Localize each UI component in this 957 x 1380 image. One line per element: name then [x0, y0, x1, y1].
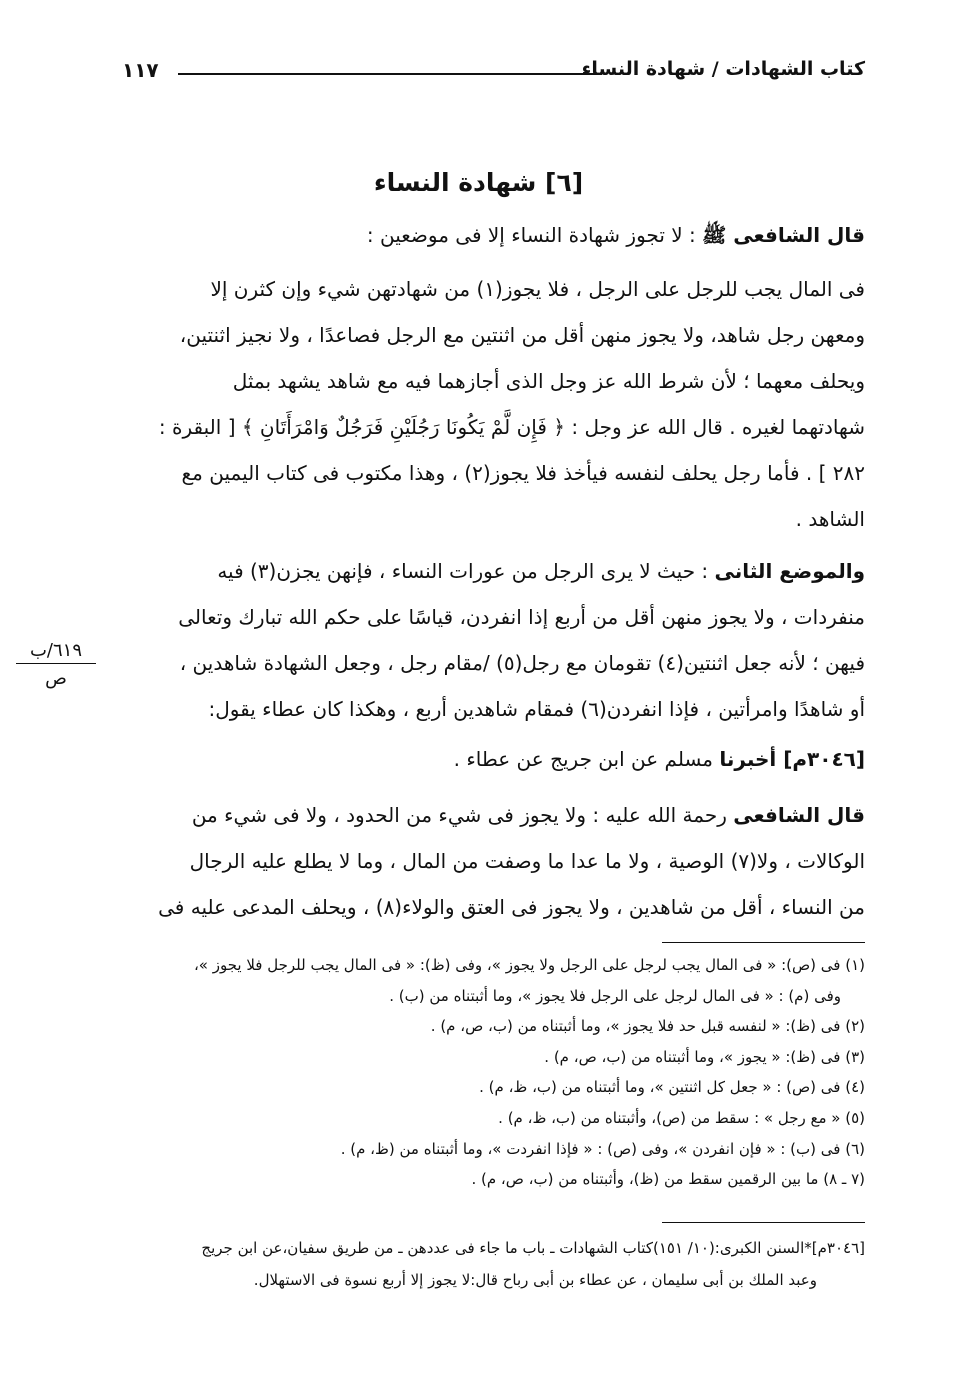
manuscript-siglum: ص: [45, 668, 67, 689]
line-text: : لا تجوز شهادة النساء إلا فى موضعين :: [366, 223, 703, 247]
paragraph-isnad: [118, 736, 865, 782]
text-line: [118, 548, 865, 594]
running-title: كتاب الشهادات / شهادة النساء: [581, 58, 865, 80]
line-text: : حيث لا يرى الرجل من عورات النساء ، فإنهن يجزن(٣) فيه: [217, 559, 715, 583]
sources-rule: [662, 1222, 865, 1223]
footnote-line: (٦) فى (ب) : « فإن انفردن »، وفى (ص) : « فإذا انفردت »، وما أثبتناه من (ظ، م) .: [340, 1139, 865, 1158]
footnote-line: (٧ ـ ٨) ما بين الرقمين سقط من (ظ)، وأثبتناه من (ب، ص، م) .: [471, 1170, 865, 1189]
line-text: رحمة الله عليه : ولا يجوز فى شيء من الحدود ، ولا فى شيء من: [191, 803, 734, 827]
header-rule: [178, 73, 602, 75]
paragraph-second-case: [118, 548, 865, 732]
line-text: الوكالات ، ولا(٧) الوصية ، ولا ما عدا ما وصفت من المال ، وما لا يطلع عليه الرجال: [189, 849, 865, 873]
text-line: [118, 594, 865, 640]
footnote-line: (٣) فى (ظ): « يجوز »، وما أثبتناه من (ب، ص، م) .: [544, 1047, 865, 1066]
line-text: فى المال يجب للرجل على الرجل ، فلا يجوز(١) من شهادتهن شيء وإن كثرن إلا: [210, 277, 865, 301]
footnote-line: (٢) فى (ظ): « لنفسه قبل حد فلا يجوز »، وما أثبتناه من (ب، ص، م) .: [430, 1017, 865, 1036]
footnote-line: (٤) فى (ص) : « جعل كل اثنتين »، وما أثبتناه من (ب، ظ، م) .: [479, 1078, 865, 1097]
line-text: ومعهن رجل شاهد، ولا يجوز منهن أقل من اثنتين مع الرجل فصاعدًا ، ولا نجيز اثنتين،: [179, 323, 865, 347]
line-text: فيهن ؛ لأنه جعل اثنتين(٤) تقومان مع رجل(٥) /مقام رجل ، وجعل الشهادة شاهدين ،: [179, 651, 865, 675]
manuscript-folio-ref: ٦١٩/ب: [16, 640, 96, 664]
text-line: [118, 884, 865, 930]
footnotes: [118, 950, 865, 1195]
speaker-label: قال الشافعى: [733, 803, 865, 827]
footnote-rule: [662, 942, 865, 943]
source-references: [118, 1232, 865, 1296]
line-text: منفردات ، ولا يجوز منهن أقل من أربع إذا انفردن، قياسًا على حكم الله تبارك وتعالى: [178, 605, 865, 629]
line-text: شهادتهما لغيره . قال الله عز وجل : ﴿ فَإِن لَّمْ يَكُونَا رَجُلَيْنِ فَرَجُلٌ وَامْرَأَتَانِ ﴾ [ البقرة :: [158, 415, 865, 439]
text-line: [118, 686, 865, 732]
line-text: مسلم عن ابن جريج عن عطاء .: [453, 747, 720, 771]
paragraph-shafii-statement: [118, 792, 865, 930]
source-line: وعبد الملك بن أبى سليمان ، عن عطاء بن أبى رباح قال:لا يجوز إلا أربع نسوة فى الاستهلال.: [253, 1271, 817, 1289]
line-text: الشاهد .: [795, 507, 865, 531]
text-line: [118, 736, 865, 782]
footnote-line: وفى (م) : « فى المال لرجل على الرجل فلا يجوز »، وما أثبتناه من (ب) .: [389, 986, 841, 1005]
text-line: [118, 212, 865, 258]
footnote-line: (١) فى (ص): « فى المال يجب لرجل على الرجل ولا يجوز »، وفى (ظ): « فى المال يجب للرجل فلا يجوز »،: [193, 956, 865, 974]
text-line: [118, 838, 865, 884]
manuscript-margin-note: [16, 640, 96, 689]
line-text: ويحلف معهما ؛ لأن شرط الله عز وجل الذى أجازهما فيه مع شاهد يشهد بمثل: [232, 369, 865, 393]
speaker-label: قال الشافعى ﷺ: [702, 223, 865, 247]
page-number: ١١٧: [122, 58, 159, 82]
text-line: [118, 496, 865, 542]
paragraph-intro: [118, 212, 865, 258]
line-text: أو شاهدًا وامرأتين ، فإذا انفردن(٦) فمقام شاهدين أربع ، وهكذا كان عطاء يقول:: [208, 697, 865, 721]
paragraph-first-case: [118, 266, 865, 542]
text-line: [118, 792, 865, 838]
source-line: [٣٠٤٦م]*السنن الكبرى:(١٠/ ١٥١)كتاب الشهادات ـ باب ما جاء فى عددهن ـ من طريق سفيان،عن ابن جريج: [201, 1239, 865, 1257]
text-line: [118, 640, 865, 686]
speaker-label: والموضع الثانى: [714, 559, 865, 583]
text-line: [118, 312, 865, 358]
hadith-number-label: [٣٠٤٦م] أخبرنا: [719, 747, 865, 771]
text-line: [118, 404, 865, 450]
line-text: من النساء ، أقل من شاهدين ، ولا يجوز فى العتق والولاء(٨) ، ويحلف المدعى عليه فى: [158, 895, 865, 919]
text-line: [118, 450, 865, 496]
footnote-line: (٥) « مع رجل » : سقط من (ص)، وأثبتناه من (ب، ظ، م) .: [498, 1108, 865, 1127]
section-heading: [٦] شهادة النساء: [373, 168, 584, 197]
text-line: [118, 266, 865, 312]
line-text: ٢٨٢ ] . فأما رجل يحلف لنفسه فيأخذ فلا يجوز(٢) ، وهذا مكتوب فى كتاب اليمين مع: [181, 461, 865, 485]
text-line: [118, 358, 865, 404]
